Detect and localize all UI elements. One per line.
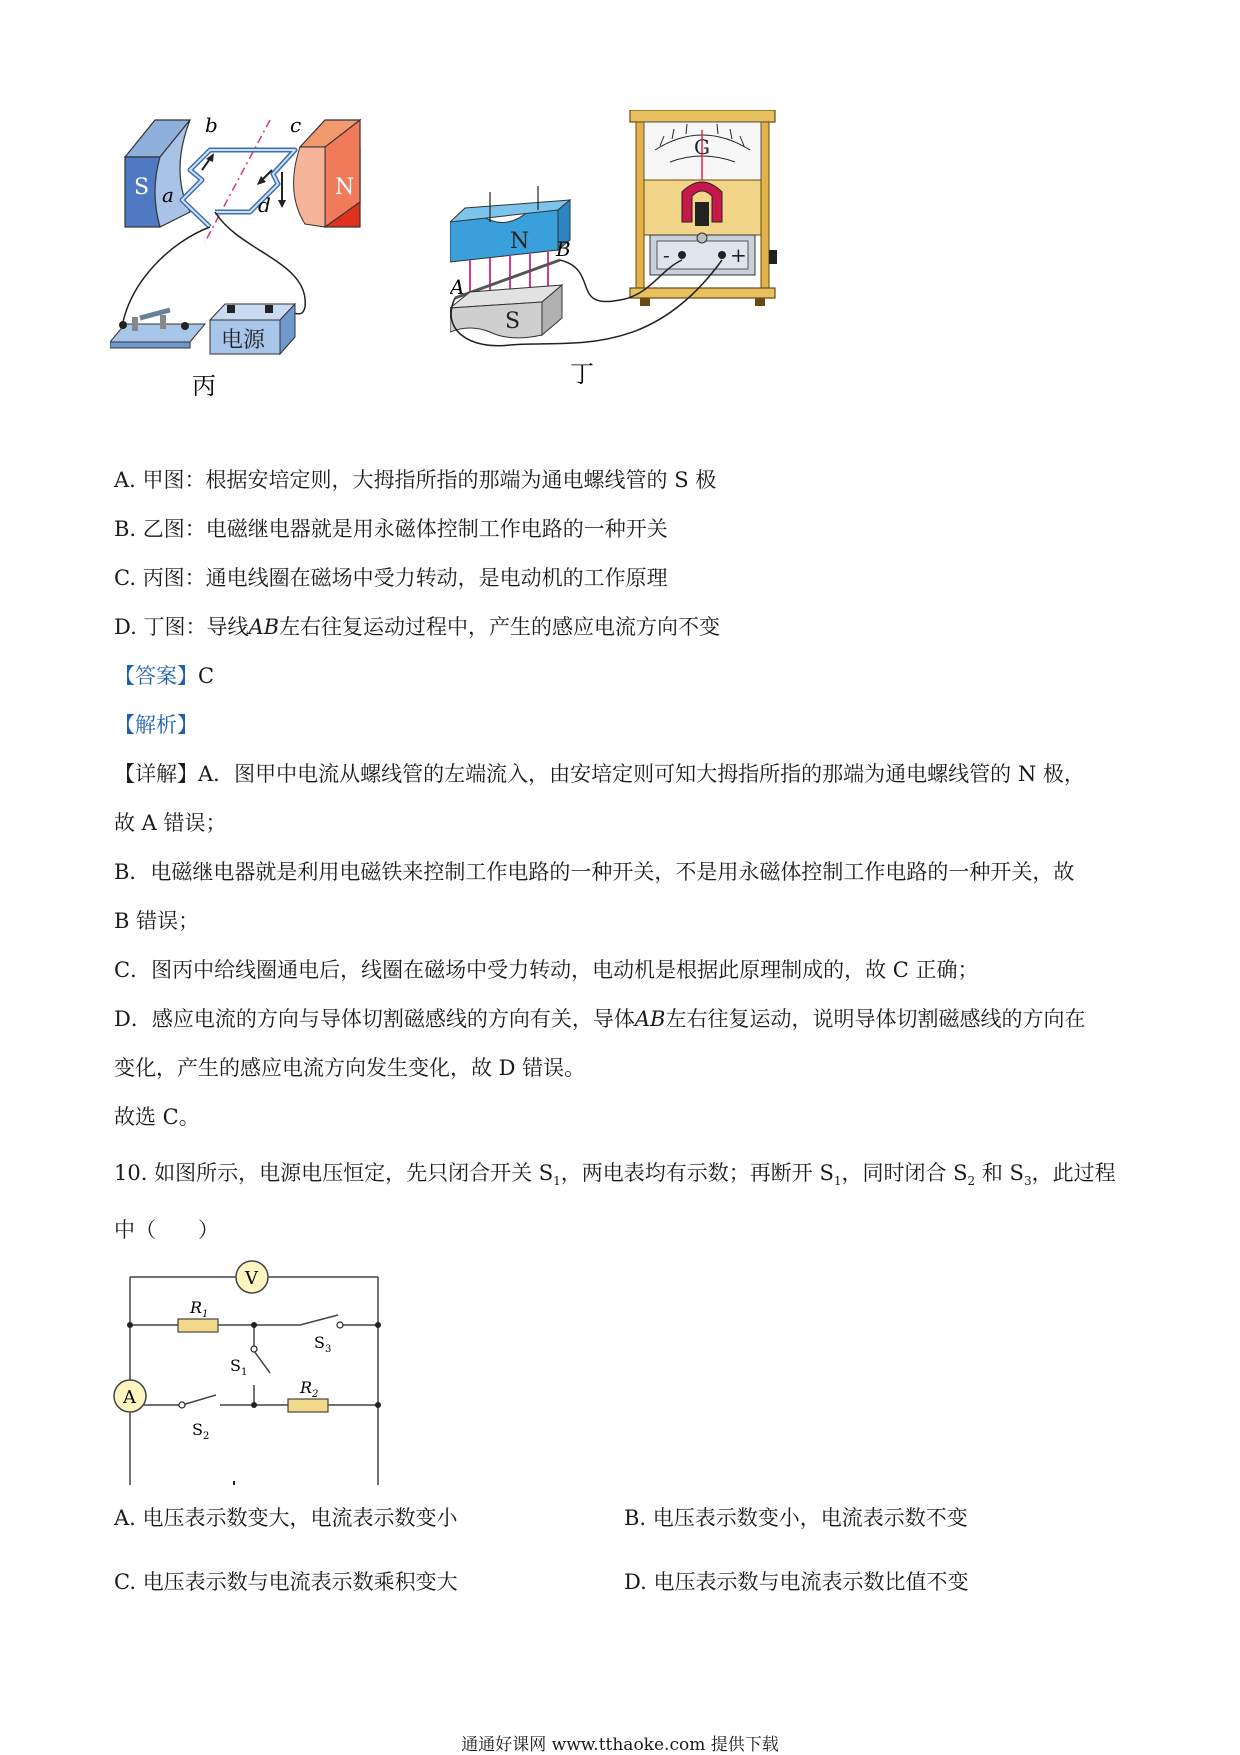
r2-label: $R_2$ [300, 1378, 319, 1400]
q10-option-b: B. 电压表示数变小，电流表示数不变 [624, 1506, 968, 1530]
resistor-r1 [178, 1319, 218, 1332]
ammeter-label: A [123, 1387, 136, 1408]
coil-label-a: a [162, 183, 174, 207]
q10-circuit [110, 1255, 400, 1485]
q9-option-d: D. 丁图：导线AB左右往复运动过程中，产生的感应电流方向不变 [114, 615, 721, 639]
q9-detail-4: B 错误； [114, 909, 200, 933]
q10-option-d: D. 电压表示数与电流表示数比值不变 [624, 1570, 969, 1594]
q9-option-c: C. 丙图：通电线圈在磁场中受力转动，是电动机的工作原理 [114, 566, 668, 590]
answer-value: C [198, 664, 215, 688]
wire-label-a: A [450, 275, 465, 299]
voltmeter-label: V [245, 1268, 258, 1289]
q10-option-a: A. 电压表示数变大，电流表示数变小 [114, 1506, 458, 1530]
r1-label: $R_1$ [190, 1298, 209, 1320]
q9-detail-3: B．电磁继电器就是利用电磁铁来控制工作电路的一种开关，不是用永磁体控制工作电路的一种开关，故 [114, 860, 1075, 884]
q9-answer [114, 661, 214, 691]
resistor-r2 [288, 1399, 328, 1412]
q9-option-a: A. 甲图：根据安培定则，大拇指所指的那端为通电螺线管的 S 极 [114, 468, 717, 492]
figure-ding [450, 110, 820, 410]
q9-conclusion: 故选 C。 [114, 1105, 200, 1129]
magnet-n-upper [450, 186, 570, 262]
q9-detail-1: 【详解】A．图甲中电流从螺线管的左端流入，由安培定则可知大拇指所指的那端为通电螺线管的 N 极， [114, 762, 1085, 786]
figure-bing-caption: 丙 [192, 372, 216, 400]
q9-analysis-label: 【解析】 [114, 713, 198, 737]
q9-detail-6: D．感应电流的方向与导体切割磁感线的方向有关，导体AB左右往复运动，说明导体切割磁感线的方向在 [114, 1007, 1086, 1031]
q9-detail-2: 故 A 错误； [114, 811, 227, 835]
q10-option-c: C. 电压表示数与电流表示数乘积变大 [114, 1570, 458, 1594]
detail-label: 【详解】 [114, 762, 198, 786]
wire-label-b: B [556, 237, 571, 261]
answer-label: 【答案】 [114, 664, 198, 688]
magnet-n-label: N [335, 175, 355, 200]
q9-detail-7: 变化，产生的感应电流方向发生变化，故 D 错误。 [114, 1056, 586, 1080]
meter-plus-label: + [730, 243, 747, 267]
page-footer: 通通好课网 www.tthaoke.com 提供下载 [461, 1735, 779, 1755]
q9-option-b: B. 乙图：电磁继电器就是用永磁体控制工作电路的一种开关 [114, 517, 668, 541]
q10-stem-cont: 中（ ） [114, 1218, 219, 1242]
magnet-n-upper-label: N [510, 229, 530, 254]
s2-label: $S_2$ [192, 1420, 210, 1442]
magnet-s-label: S [134, 175, 150, 200]
magnet-s [125, 120, 190, 227]
coil-label-b: b [205, 113, 218, 137]
power-source [210, 304, 295, 354]
q10-stem: 10. 如图所示，电源电压恒定，先只闭合开关 $S_1$，两电表均有示数；再断开 $S_1$，同时闭合 $S_2$ 和 $S_3$，此过程 [114, 1161, 1116, 1189]
s3-label: $S_3$ [314, 1333, 332, 1355]
magnet-n [294, 120, 360, 227]
coil-label-c: c [290, 113, 302, 137]
figure-bing [110, 112, 420, 402]
q9-detail-5: C．图丙中给线圈通电后，线圈在磁场中受力转动，电动机是根据此原理制成的，故 C 正确； [114, 958, 979, 982]
coil-label-d: d [258, 193, 271, 217]
s1-label: $S_1$ [230, 1356, 248, 1378]
figure-ding-caption: 丁 [570, 360, 594, 388]
galvanometer [630, 110, 777, 306]
magnet-s-lower-label: S [505, 309, 521, 334]
meter-minus-label: - [663, 243, 670, 267]
power-label: 电源 [221, 328, 266, 353]
meter-g-label: G [694, 135, 710, 159]
